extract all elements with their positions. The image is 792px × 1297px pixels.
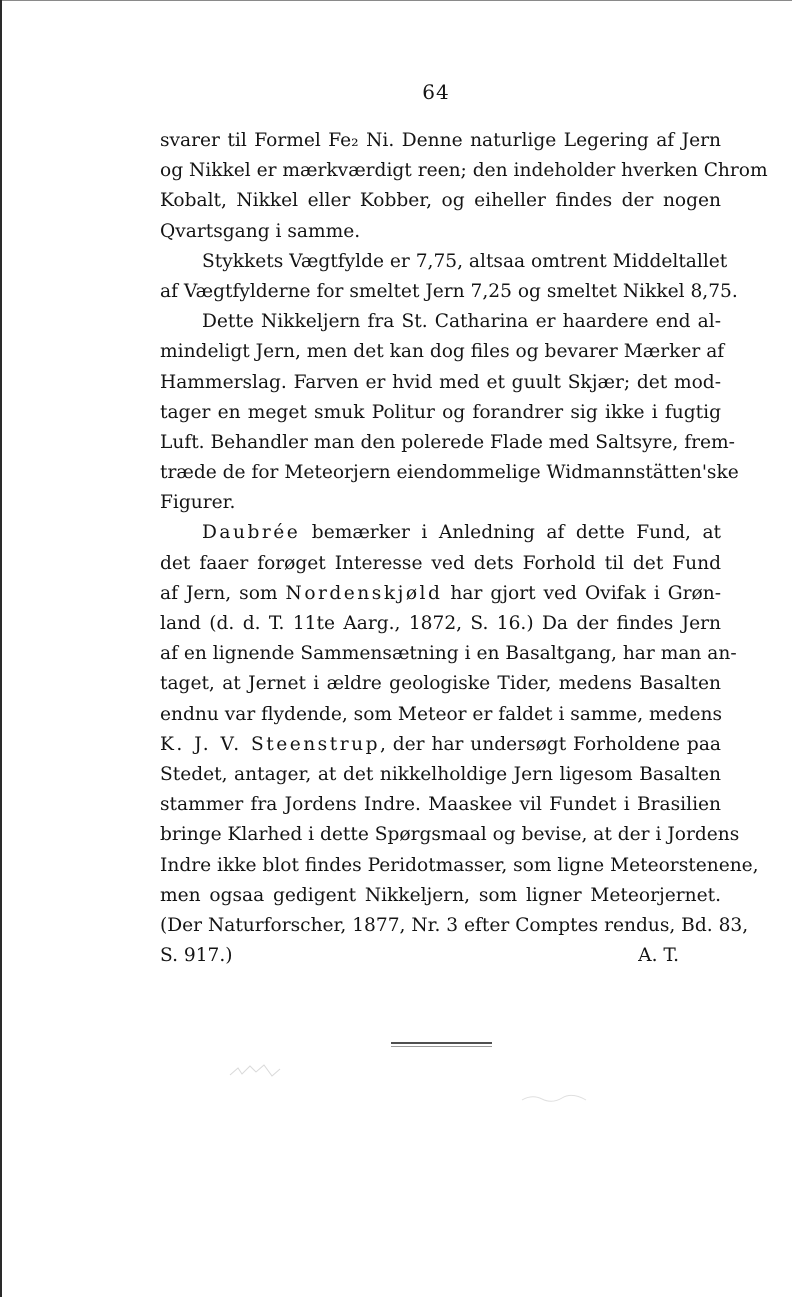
text-line [160,518,721,548]
text-line: Stykkets Vægtfylde er 7,75, altsaa omtrent Middeltallet [202,250,728,272]
scan-top-edge [0,0,792,1]
ink-smudge-mark [228,1060,286,1080]
text-line: Figurer. [160,492,236,514]
text-line: land (d. d. T. 11te Aarg., 1872, S. 16.) Da der findes Jern [160,613,721,634]
text-line: og Nikkel er mærkværdigt reen; den indeholder hverken Chrom [160,160,768,182]
text-line: Dette Nikkeljern fra St. Catharina er haardere end al- [202,311,721,333]
closing-reference: S. 917.) [160,945,233,967]
text-line [160,730,721,760]
closing-line [160,941,721,971]
text-line: Luft. Behandler man den polerede Flade med Saltsyre, frem- [160,431,735,453]
section-divider-shadow [391,1046,492,1047]
text-line: (Der Naturforscher, 1877, Nr. 3 efter Comptes rendus, Bd. 83, [160,914,749,936]
text-line: mindeligt Jern, men det kan dog files og bevarer Mærker af [160,341,725,363]
text-line: men ogsaa gedigent Nikkeljern, som ligner Meteorjernet. [160,884,721,906]
spaced-name-daubree: Daubrée [202,522,301,544]
text-line-rest: bemærker i Anledning af dette Fund, at [300,522,721,544]
text-line-rest: , der har undersøgt Forholdene paa [379,733,721,755]
text-line: Hammerslag. Farven er hvid med et guult Skjær; det mod- [160,371,721,393]
section-divider [391,1042,492,1044]
scan-left-edge [0,0,2,1297]
text-line: endnu var flydende, som Meteor er faldet i samme, medens [160,703,723,725]
text-line: af Vægtfylderne for smeltet Jern 7,25 og smeltet Nikkel 8,75. [160,280,738,302]
author-signature: A. T. [638,945,679,967]
text-line: Indre ikke blot findes Peridotmasser, som ligne Meteorstenene, [160,854,759,876]
spaced-name-steenstrup: K. J. V. Steenstrup [160,733,380,755]
text-line: af en lignende Sammensætning i en Basaltgang, har man an- [160,643,737,665]
text-line: træde de for Meteorjern eiendommelige Widmannstätten'ske [160,462,739,484]
text-line-rest: har gjort ved Ovifak i Grøn- [442,582,721,604]
body-text [160,126,768,971]
ink-smudge-mark [520,1090,590,1106]
text-line: stammer fra Jordens Indre. Maaskee vil Fundet i Brasilien [160,794,721,816]
page-number: 64 [422,80,450,104]
text-line: Stedet, antager, at det nikkelholdige Jern ligesom Basalten [160,763,721,785]
text-line: taget, at Jernet i ældre geologiske Tider, medens Basalten [160,673,721,695]
text-line: det faaer forøget Interesse ved dets Forhold til det Fund [160,552,721,574]
spaced-name-nordenskjold: Nordenskjøld [285,582,443,604]
text-line: Kobalt, Nikkel eller Kobber, og eiheller findes der nogen [160,190,721,212]
text-line: bringe Klarhed i dette Spørgsmaal og bevise, at der i Jordens [160,824,740,846]
text-line [160,579,721,609]
text-line: svarer til Formel Fe₂ Ni. Denne naturlige Legering af Jern [160,130,721,151]
text-line: Qvartsgang i samme. [160,220,361,242]
text-line: tager en meget smuk Politur og forandrer sig ikke i fugtig [160,401,721,423]
text-line-start: af Jern, som [160,582,286,604]
